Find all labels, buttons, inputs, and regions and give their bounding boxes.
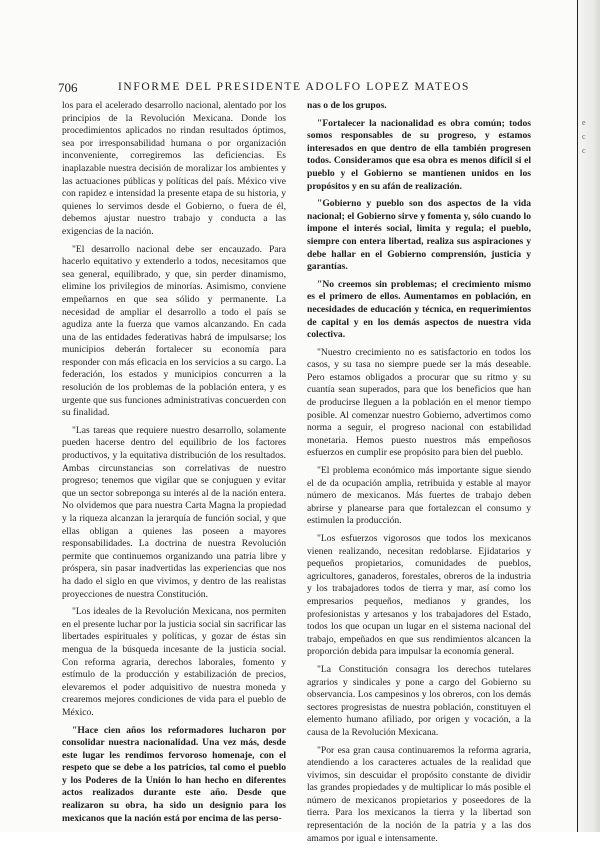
edge-fragment: e <box>582 118 586 127</box>
paragraph: "Los esfuerzos vigorosos que todos los mexicanos vienen realizando, necesitan redoblarse. Ejidatarios y pequeños propietarios, comunidades de pueblos, agricultores, ganaderos, forestales, obreros de la industria y los trabajadores todos de tierra y mar, así como los empresarios pequeños, medianos y grandes, los profesionistas y artesanos y los trabajadores del Estado, todos los que ocupan un lugar en el sistema nacional del trabajo, empeñados en que sus rendimientos alcancen la proporción debida para impulsar la economía general. <box>307 533 531 658</box>
paragraph: "El problema económico más importante sigue siendo el de da ocupación amplia, retribuida y estable al mayor número de mexicanos. Más fuertes de trabajo deben abrirse y planearse para que fortalezcan el consumo y estimulen la producción. <box>307 465 531 527</box>
right-column <box>307 100 531 850</box>
paragraph: "Los ideales de la Revolución Mexicana, nos permiten en el presente luchar por la justicia social sin sacrificar las libertades espirituales y políticas, y gozar de éstas sin mengua de la búsqueda incesante de la justicia social. Con reforma agraria, derechos laborales, fomento y estímulo de la producción y estabilización de precios, elevaremos el poder adquisitivo de nuestra moneda y crearemos mejores condiciones de vida para el pueblo de México. <box>62 606 286 718</box>
paragraph: nas o de los grupos. <box>307 100 387 111</box>
page-header <box>58 80 546 96</box>
paragraph: "Las tareas que requiere nuestro desarrollo, solamente pueden hacerse dentro del equilibrio de los factores productivos, y la equitativa distribución de los resultados. Ambas circunstancias son correlativas de nuestro progreso; tenemos que vigilar que se conjuguen y evitar que un sector sobreponga su interés al de la nación entera. No olvidemos que para nuestra Carta Magna la propiedad y la riqueza alcanzan la jerarquía de función social, y que ellas obligan a quienes las poseen a mayores responsabilidades. La doctrina de nuestra Revolución permite que continuemos organizando una patria libre y próspera, sin pasar inadvertidas las experiencias que nos ha dado el siglo en que vivimos, y dentro de las realistas proyecciones de nuestra Constitución. <box>62 424 286 600</box>
paragraph: "Por esa gran causa continuaremos la reforma agraria, atendiendo a los caracteres actuales de la realidad que vivimos, sin descuidar el propósito constante de dividir las grandes propiedades y de multiplicar lo más posible el número de mexicanos propietarios y poseedores de la tierra. Para los mexicanos la tierra y la libertad son representación de la noción de la patria y a las dos amamos por igual e intensamente. <box>307 744 531 844</box>
paragraph: "Hace cien años los reformadores lucharon por consolidar nuestra nacionalidad. Una vez más, desde este lugar les rendimos fervoroso homenaje, con el respeto que se debe a los patricios, tal como el pueblo y los Poderes de la Unión lo han hecho en diferentes actos realizados durante este año. Desde que realizaron su obra, ha sido un designio para los mexicanos que la nación está por encima de las perso- <box>62 724 286 824</box>
paragraph: "Nuestro crecimiento no es satisfactorio en todos los casos, y su tasa no siempre puede ser la más deseable. Pero estamos obligados a procurar que su ritmo y su cuantía sean superados, para que los beneficios que han de producirse lleguen a la población en el menor tiempo posible. Al comenzar nuestro Gobierno, advertimos como norma a seguir, el progreso nacional con estabilidad monetaria. Hemos puesto nuestros más empeñosos esfuerzos en cumplir ese propósito para bien del pueblo. <box>307 346 531 459</box>
paragraph: "Fortalecer la nacionalidad es obra común; todos somos responsables de su progreso, y estamos interesados en que dentro de ella también progresen todos. Consideramos que esa obra es menos difícil si el pueblo y el Gobierno se mantienen unidos en los propósitos y en su afán de realización. <box>307 117 531 192</box>
left-column <box>62 100 286 830</box>
adjacent-page-edge <box>577 0 600 832</box>
paragraph: "La Constitución consagra los derechos tutelares agrarios y sindicales y pone a cargo del Gobierno su observancia. Los campesinos y los obreros, con los demás sectores progresistas de nuestra población, constituyen el elemento humano afiliado, por origen y vocación, a la causa de la Revolución Mexicana. <box>307 663 531 738</box>
paragraph: los para el acelerado desarrollo nacional, alentado por los principios de la Revolución Mexicana. Donde los procedimientos aplicados no rindan resultados óptimos, sea por irresponsabilidad humana o por organización inconveniente, corregiremos las deficiencias. Es inaplazable nuestra decisión de moralizar los ambientes y las actuaciones públicas y políticas del país. México vive con rapidez e intensidad la presente etapa de su historia, y quienes lo servimos desde el Gobierno, o fuera de él, debemos ajustar nuestro trabajo y conducta a las exigencias de la nación. <box>62 100 286 237</box>
running-head: INFORME DEL PRESIDENTE ADOLFO LOPEZ MATEOS <box>118 81 471 93</box>
edge-fragment: c <box>582 146 586 155</box>
edge-fragment: c <box>582 132 586 141</box>
paragraph: "Gobierno y pueblo son dos aspectos de la vida nacional; el Gobierno sirve y fomenta y, sólo cuando lo impone el interés social, limita y regula; el pueblo, siempre con entera libertad, realiza sus aspiraciones y debe hallar en el Gobierno comprensión, justicia y garantías. <box>307 198 531 273</box>
paragraph: "El desarrollo nacional debe ser encauzado. Para hacerlo equitativo y extenderlo a todos, necesitamos que sea general, equilibrado, y que, sin perder dinamismo, elimine los privilegios de minorías. Asimismo, conviene empeñarnos en que sea sólido y permanente. La necesidad de ampliar el desarrollo a todo el país se agudiza ante la fuerza que vamos alcanzando. En cada una de las entidades federativas habrá de impulsarse; los municipios deberán fortalecer su economía para responder con más eficacia en los servicios a su cargo. La federación, los estados y municipios concurren a la resolución de los problemas de la población entera, y es urgente que sus funciones administrativas concuerden con su finalidad. <box>62 243 286 419</box>
page-number: 706 <box>58 80 78 95</box>
paragraph: "No creemos sin problemas; el crecimiento mismo es el primero de ellos. Aumentamos en población, en necesidades de educación y técnica, en requerimientos de capital y en los demás aspectos de nuestra vida colectiva. <box>307 278 531 341</box>
